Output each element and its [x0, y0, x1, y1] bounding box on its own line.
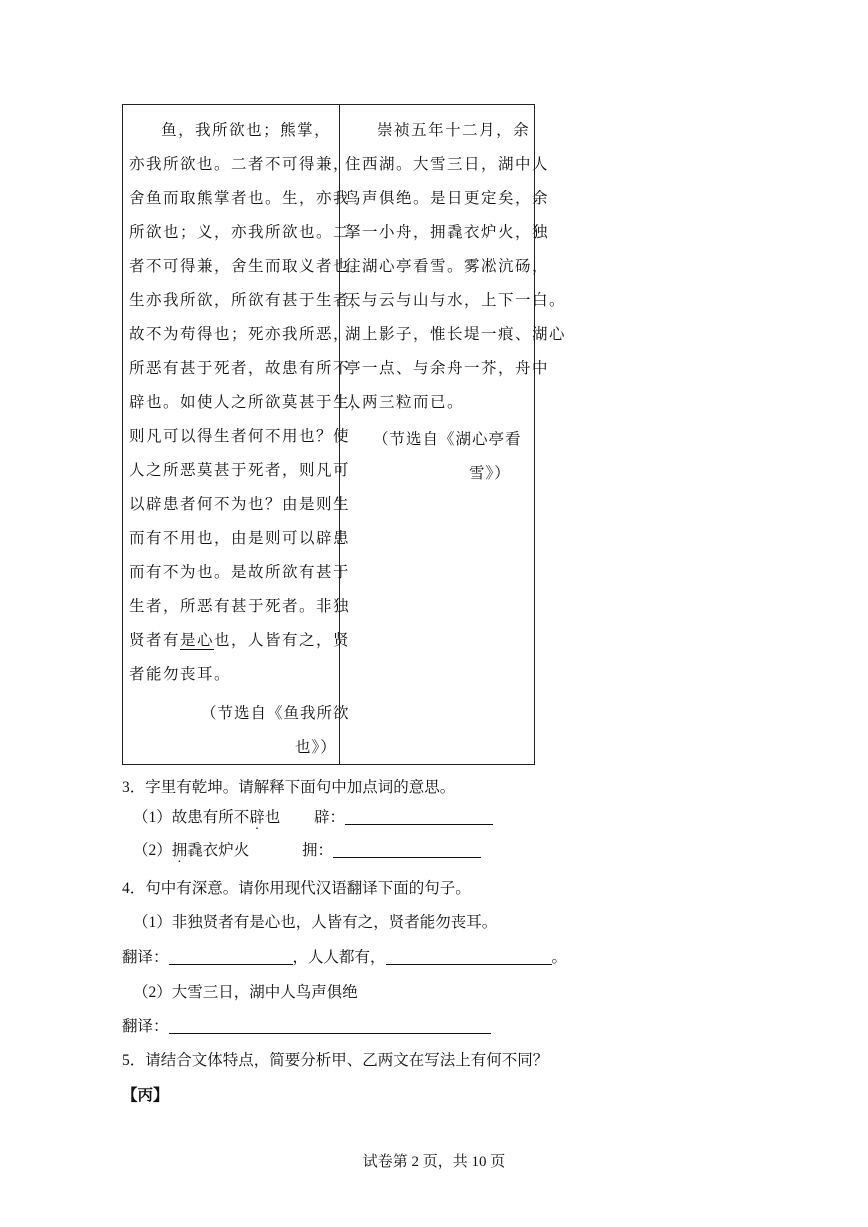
passage-table — [122, 104, 567, 765]
passage-line: 所欲也；义，亦我所欲也。二 — [129, 223, 351, 241]
passage-line: 人两三粒而已。 — [345, 393, 465, 411]
answer-blank[interactable] — [169, 950, 293, 965]
source-citation: （节选自《鱼我所欲 — [201, 704, 350, 722]
question-4-item-1: （1）非独贤者有是心也，人皆有之，贤者能勿丧耳。 — [133, 914, 498, 931]
passage-line: 亦我所欲也。二者不可得兼， — [129, 155, 351, 173]
source-citation: 也》） — [295, 738, 337, 756]
passage-line-underlined: 贤者有是心也，人皆有之，贤 — [129, 631, 351, 649]
passage-line: 以辟患者何不为也？由是则生 — [129, 495, 351, 513]
translation-line-1: 翻译： ，人人都有， 。 — [122, 949, 568, 966]
passage-line: 辟也。如使人之所欲莫甚于生， — [129, 393, 368, 411]
section-bing-heading: 【丙】 — [122, 1087, 169, 1104]
passage-line: 天与云与山与水，上下一白。 — [345, 291, 567, 309]
passage-line: 者不可得兼，舍生而取义者也。 — [129, 257, 368, 275]
passage-line: 舍鱼而取熊掌者也。生，亦我 — [129, 189, 351, 207]
translation-line-2: 翻译： — [122, 1014, 491, 1036]
question-5-title: 5．请结合文体特点，简要分析甲、乙两文在写法上有何不同？ — [122, 1052, 549, 1069]
source-citation: 雪》） — [469, 464, 511, 482]
source-citation: （节选自《湖心亭看 — [373, 430, 522, 448]
passage-line: 鱼，我所欲也；熊掌， — [129, 121, 332, 139]
question-4-item-2: （2）大雪三日，湖中人鸟声俱绝 — [133, 984, 358, 1001]
passage-line: 往湖心亭看雪。雾凇沆砀， — [345, 257, 550, 275]
answer-line-2: 拥： — [302, 838, 481, 860]
question-4-title: 4．句中有深意。请你用现代汉语翻译下面的句子。 — [122, 880, 471, 897]
answer-blank[interactable] — [345, 810, 493, 825]
answer-blank[interactable] — [386, 950, 552, 965]
question-3-title: 3．字里有乾坤。请解释下面句中加点词的意思。 — [122, 779, 456, 796]
question-3-item-2: （2）拥毳衣炉火 — [133, 842, 250, 859]
passage-line: 拏一小舟，拥毳衣炉火，独 — [345, 223, 550, 241]
passage-line: 崇祯五年十二月，余 — [345, 121, 531, 139]
passage-line: 亭一点、与余舟一芥，舟中 — [345, 359, 550, 377]
dotted-word: 辟 — [249, 809, 265, 826]
passage-line: 生者，所恶有甚于死者。非独 — [129, 597, 351, 615]
answer-line-1: 辟： — [314, 805, 493, 827]
question-3-item-1: （1）故患有所不辟也 — [133, 809, 281, 826]
passage-line: 鸟声俱绝。是日更定矣，余 — [345, 189, 550, 207]
passage-line: 则凡可以得生者何不用也？使 — [129, 427, 351, 445]
underlined-word: 是心 — [180, 631, 215, 649]
passage-line: 住西湖。大雪三日，湖中人 — [345, 155, 550, 173]
passage-line: 生亦我所欲，所欲有甚于生者， — [129, 291, 368, 309]
page-footer: 试卷第 2 页，共 10 页 — [362, 1154, 506, 1170]
passage-line: 湖上影子，惟长堤一痕、湖心 — [345, 325, 567, 343]
passage-line: 人之所恶莫甚于死者，则凡可 — [129, 461, 351, 479]
passage-line: 而有不用也，由是则可以辟患 — [129, 529, 351, 547]
passage-line: 者能勿丧耳。 — [129, 665, 232, 683]
dotted-word: 拥 — [171, 842, 188, 859]
passage-line: 而有不为也。是故所欲有甚于 — [129, 563, 351, 581]
passage-line: 故不为苟得也；死亦我所恶， — [129, 325, 351, 343]
answer-blank[interactable] — [333, 843, 481, 858]
passage-line: 所恶有甚于死者，故患有所不 — [129, 359, 351, 377]
answer-blank[interactable] — [169, 1019, 491, 1034]
